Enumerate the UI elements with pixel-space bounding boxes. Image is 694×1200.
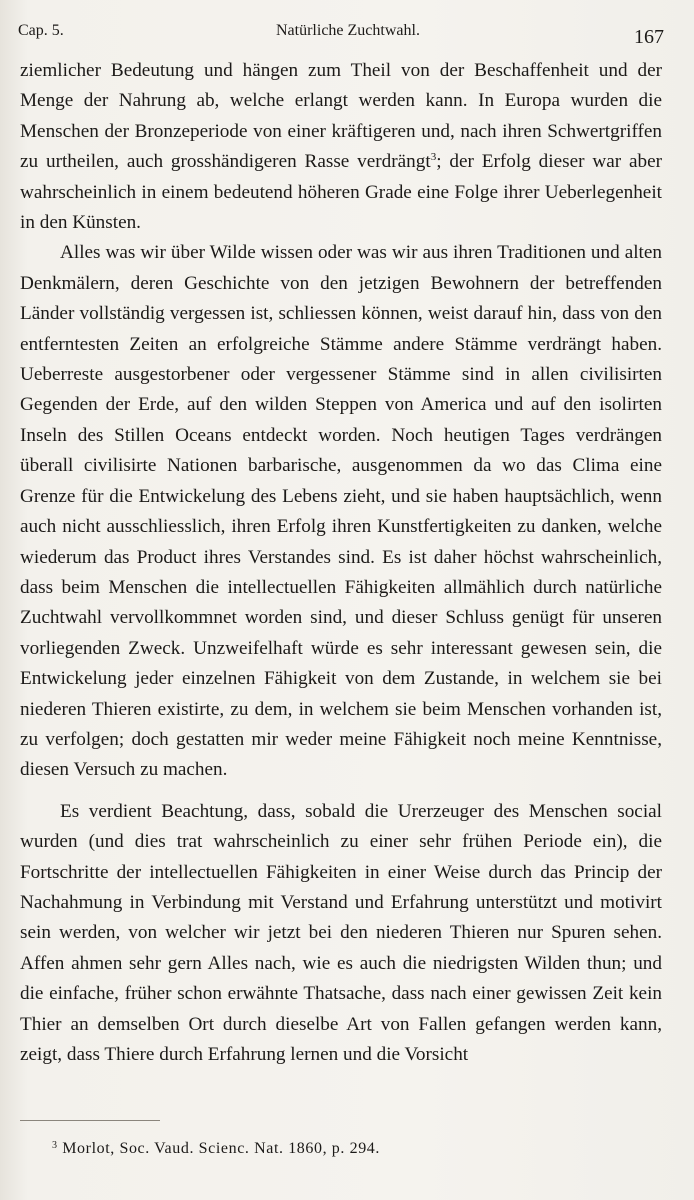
page-number: 167 bbox=[634, 26, 664, 48]
footnote-reference: 3 bbox=[430, 151, 437, 164]
paragraph-3: Es verdient Beachtung, dass, sobald die Urerzeuger des Menschen social wurden (und dies trat wahrscheinlich zu einer sehr frühen Periode ein), die Fortschritte der intellectuellen Fähigkeiten in einer Weise durch das Princip der Nachahmung in Verbindung mit Verstand und Erfahrung unterstützt und motivirt sein werden, von welcher wir jetzt bei den niederen Thieren nur Spuren sehen. Affen ahmen sehr gern Alles nach, wie es auch die niedrigsten Wilden thun; und die einfache, früher schon erwähnte Thatsache, dass nach einer gewissen Zeit kein Thier an demselben Ort durch dieselbe Art von Fallen gefangen werden kann, zeigt, dass Thiere durch Erfahrung lernen und die Vorsicht bbox=[20, 800, 662, 1065]
footnote-divider bbox=[20, 1120, 160, 1121]
chapter-label: Cap. 5. bbox=[18, 22, 64, 39]
footnote bbox=[52, 1140, 380, 1158]
running-title: Natürliche Zuchtwahl. bbox=[276, 22, 420, 39]
paragraph-2: Alles was wir über Wilde wissen oder was wir aus ihren Traditionen und alten Denkmälern, deren Geschichte von den jetzigen Bewohnern der betreffenden Länder vollständig vergessen ist, schliessen können, weist darauf hin, dass von den entferntesten Zeiten an erfolgreiche Stämme andere Stämme verdrängt haben. Ueberreste ausgestorbener oder vergessener Stämme sind in allen civilisirten Gegenden der Erde, auf den wilden Steppen von America und auf den isolirten Inseln des Stillen Oceans entdeckt worden. Noch heutigen Tages verdrängen überall civilisirte Nationen barbarische, ausgenommen da wo das Clima eine Grenze für die Entwickelung des Lebens zieht, und sie haben hauptsächlich, wenn auch nicht ausschliesslich, ihren Erfolg ihren Kunstfertigkeiten zu danken, welche wiederum das Product ihres Verstandes sind. Es ist daher höchst wahrscheinlich, dass beim Menschen die intellectuellen Fähigkeiten allmählich durch natürliche Zuchtwahl vervollkommnet worden sind, und dieser Schluss genügt für unseren vorliegenden Zweck. Unzweifelhaft würde es sehr interessant gewesen sein, die Entwickelung jeder einzelnen Fähigkeit von dem Zustande, in welchem sie bei niederen Thieren existirte, zu dem, in welchem sie beim Menschen vorhanden ist, zu verfolgen; doch gestatten mir weder meine Fähigkeit noch meine Kenntnisse, diesen Versuch zu machen. bbox=[20, 242, 662, 781]
footnote-marker: 3 bbox=[52, 1140, 58, 1151]
body-text bbox=[20, 56, 662, 1070]
paragraph-1: ziemlicher Bedeutung und hängen zum Theil von der Beschaffenheit und der Menge der Nahrung ab, welche erlangt werden kann. In Europa wurden die Menschen der Bronzeperiode von einer kräftigeren und, nach ihren Schwertgriffen zu urtheilen, auch grosshändigeren Rasse verdrängt$^3$; der Erfolg dieser war aber wahrscheinlich in einem bedeutend höheren Grade eine Folge ihrer Ueberlegenheit in den Künsten. bbox=[20, 60, 662, 234]
running-header bbox=[18, 16, 664, 50]
footnote-text: Morlot, Soc. Vaud. Scienc. Nat. 1860, p. 294. bbox=[62, 1140, 381, 1157]
